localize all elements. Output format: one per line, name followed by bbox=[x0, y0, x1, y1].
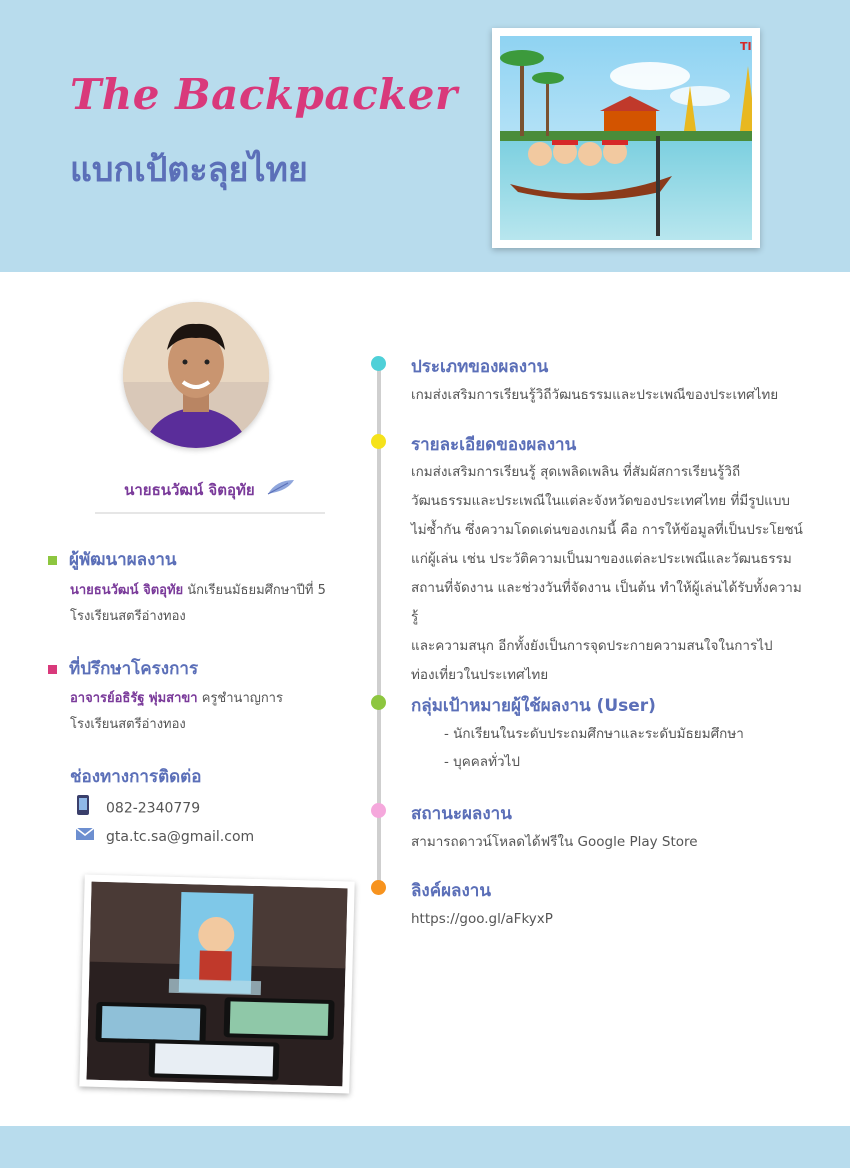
timeline-dot bbox=[371, 356, 386, 371]
advisor-heading: ที่ปรึกษาโครงการ bbox=[48, 655, 198, 682]
feather-icon bbox=[266, 473, 296, 509]
contact-heading: ช่องทางการติดต่อ bbox=[70, 767, 202, 787]
contact-phone bbox=[76, 795, 200, 817]
type-heading: ประเภทของผลงาน bbox=[411, 357, 549, 377]
developer-heading: ผู้พัฒนาผลงาน bbox=[48, 546, 177, 573]
target-list bbox=[444, 720, 744, 776]
developer-role: นักเรียนมัธยมศึกษาปีที่ 5 bbox=[187, 583, 326, 598]
advisor-school: โรงเรียนสตรีอ่างทอง bbox=[70, 717, 186, 732]
detail-line: วัฒนธรรมและประเพณีในแต่ละจังหวัดของประเทศไทย ที่มีรูปแบบ bbox=[411, 493, 790, 509]
advisor-name: อาจารย์อธิรัฐ พุ่มสาขา bbox=[70, 691, 198, 706]
detail-line: ท่องเที่ยวในประเทศไทย bbox=[411, 667, 549, 683]
app-photo bbox=[79, 875, 354, 1094]
profile-name-card bbox=[95, 472, 325, 514]
advisor-info bbox=[70, 686, 370, 738]
detail-line: เกมส่งเสริมการเรียนรู้ สุดเพลิดเพลิน ที่สัมผัสการเรียนรู้วิถี bbox=[411, 464, 741, 480]
detail-text bbox=[411, 458, 803, 690]
bullet-square-icon bbox=[48, 665, 57, 674]
list-item: - นักเรียนในระดับประถมศึกษาและระดับมัธยมศึกษา bbox=[444, 726, 744, 742]
contact-email bbox=[76, 826, 254, 848]
email-address[interactable]: gta.tc.sa@gmail.com bbox=[106, 829, 255, 845]
status-heading: สถานะผลงาน bbox=[411, 804, 512, 824]
link-heading: ลิงค์ผลงาน bbox=[411, 881, 491, 901]
timeline-dot bbox=[371, 434, 386, 449]
list-item: - บุคคลทั่วไป bbox=[444, 754, 520, 770]
avatar bbox=[123, 302, 269, 448]
bullet-square-icon bbox=[48, 556, 57, 565]
game-logo: TI bbox=[740, 40, 752, 53]
detail-line: ไม่ซ้ำกัน ซึ่งความโดดเด่นของเกมนี้ คือ การให้ข้อมูลที่เป็นประโยชน์ bbox=[411, 522, 803, 538]
game-screenshot bbox=[492, 28, 760, 248]
detail-line: สถานที่จัดงาน และช่วงวันที่จัดงาน เป็นต้น ทำให้ผู้เล่นได้รับทั้งความรู้ bbox=[411, 580, 802, 625]
type-text: เกมส่งเสริมการเรียนรู้วิถีวัฒนธรรมและประเพณีของประเทศไทย bbox=[411, 387, 779, 403]
timeline-dot bbox=[371, 695, 386, 710]
developer-name: นายธนวัฒน์ จิตอุทัย bbox=[70, 583, 184, 598]
timeline-dot bbox=[371, 880, 386, 895]
target-heading: กลุ่มเป้าหมายผู้ใช้ผลงาน (User) bbox=[411, 696, 656, 716]
profile-name: นายธนวัฒน์ จิตอุทัย bbox=[124, 481, 255, 499]
title-thai: แบกเป้ตะลุยไทย bbox=[70, 150, 308, 190]
detail-line: และความสนุก อีกทั้งยังเป็นการจุดประกายความสนใจในการไป bbox=[411, 638, 773, 654]
developer-info bbox=[70, 578, 370, 630]
title-english: The Backpacker bbox=[70, 70, 458, 119]
phone-icon bbox=[76, 795, 96, 822]
timeline-dot bbox=[371, 803, 386, 818]
detail-line: แก่ผู้เล่น เช่น ประวัติความเป็นมาของแต่ละประเพณีและวัฒนธรรม bbox=[411, 551, 792, 567]
detail-heading: รายละเอียดของผลงาน bbox=[411, 435, 577, 455]
status-text: สามารถดาวน์โหลดได้ฟรีใน Google Play Store bbox=[411, 834, 698, 850]
footer-band bbox=[0, 1126, 850, 1168]
advisor-role: ครูชำนาญการ bbox=[201, 691, 283, 706]
mail-icon bbox=[76, 826, 96, 848]
link-text[interactable]: https://goo.gl/aFkyxP bbox=[411, 911, 553, 927]
developer-school: โรงเรียนสตรีอ่างทอง bbox=[70, 609, 186, 624]
phone-number[interactable]: 082-2340779 bbox=[106, 800, 201, 817]
